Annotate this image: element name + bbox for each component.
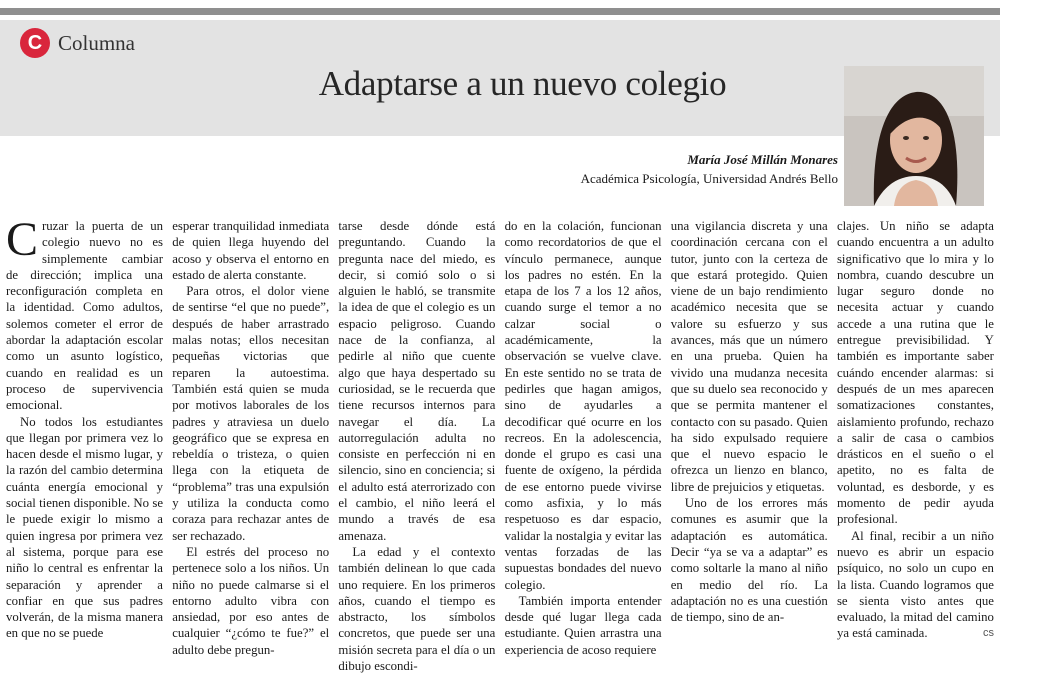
text-column-1 [6,213,163,641]
article-body [6,213,994,674]
paragraph: También importa entender desde qué lugar llega cada estudiante. Quien arrastra una experiencia de acoso requiere [504,593,662,657]
text-column-4 [504,218,662,657]
paragraph: Uno de los errores más comunes es asumir que la adaptación es automática. Decir “ya se va a adaptar” es como soltarle la mano al niño en medio del río. La adaptación no es una cuestión de tiempo, sino de an- [670,496,828,625]
author-name: María José Millán Monares [687,152,838,167]
section-badge-icon: C [20,28,50,58]
paragraph: do en la colación, funcionan como recordatorios de que el vínculo permanece, aunque los padres no estén. En la etapa de los 7 a los 12 años, cuando surge el temor a no calzar social o académicamente, la observación se vuelve clave. En este sentido no se trata de pedirles que hagan amigos, sino de ayudarles a decodificar qué ocurre en los recreos. En la adolescencia, donde el grupo es casi una fuente de oxígeno, la pérdida de ese entorno puede vivirse como asfixia, y lo más respetuoso es dar espacio, validar la nostalgia y evitar las ventas forzadas de las supuestas bondades del nuevo colegio. [504,219,662,592]
author-portrait-icon [844,66,984,206]
paragraph: La edad y el contexto también delinean lo que cada uno requiere. En los primeros años, cuando el tiempo es abstracto, los símbolos concretos, que puede ser una misión secreta para el día o un dibujo escondi- [338,544,496,674]
paragraph: esperar tranquilidad inmediata de quien llega huyendo del acoso y observa el entorno en estado de alerta constante. [172,219,330,282]
paragraph: clajes. Un niño se adapta cuando encuentra a un adulto significativo que lo mira y lo nombra, cuando descubre un lugar seguro donde no necesita actuar y cuando accede a una rutina que le entregue previsibilidad. Y también es importante saber cuándo encender alarmas: si después de un mes aparecen somatizaciones constantes, aislamiento profundo, rechazo a salir de casa o cambios drásticos en el sueño o el apetito, no es falta de voluntad, es desborde, y es momento de pedir ayuda profesional. [836,219,994,527]
paragraph: No todos los estudiantes que llegan por primera vez lo hacen desde el mismo lugar, y la razón del cambio determina cuánta energía emocional y social tienen disponible. No se le puede exigir lo mismo a quien ingresa por primera vez al sistema, porque para ese niño lo central es enfrentar la separación y aprender a confiar en que sus padres volverán, de la misma manera en que no se puede [6,414,163,641]
text-column-5 [670,218,828,625]
text-column-2 [172,218,330,657]
text-column-6 [836,218,994,641]
paragraph: El estrés del proceso no pertenece solo a los niños. Un niño no puede calmarse si el entorno adulto vibra con ansiedad, por eso antes de cualquier “¿cómo te fue?” el adulto debe pregun- [172,544,330,657]
section-tag [20,28,135,58]
paragraph: Para otros, el dolor viene de sentirse “el que no puede”, después de haber arrastrado malas notas; ellos necesitan pequeñas victorias que reparen la autoestima. También está quien se muda por motivos laborales de los padres y atraviesa un duelo geográfico que se expresa en rebeldía o tristeza, o quien llega con la etiqueta de “problema” tras una expulsión y utiliza la conducta como coraza para rechazar antes de ser rechazado. [172,284,330,543]
drop-cap: C [6,213,39,266]
author-photo [844,66,984,206]
paragraph: Cruzar la puerta de un colegio nuevo no es simplemente cambiar de dirección; implica una reconfiguración completa en la identidad. Como adultos, solemos cometer el error de abordar la adaptación escolar como un asunto logístico, cuando en realidad es un proceso de supervivencia emocional. [6,213,163,413]
section-label: Columna [58,30,135,55]
byline [581,150,838,188]
top-rule [0,0,1000,18]
author-role: Académica Psicología, Universidad Andrés Bello [580,171,838,186]
paragraph: una vigilancia discreta y una coordinación cercana con el tutor, junto con la certeza de que estará protegido. Quien viene de un bajo rendimiento académico necesita que se valore su esfuerzo y sus avances, más que un número en una prueba. Quien ha vivido una mudanza necesita que su duelo sea reconocido y que se permita mantener el contacto con su pasado. Quien ha sido expulsado requiere que el nuevo espacio le ofrezca un lienzo en blanco, libre de prejuicios y etiquetas. [670,219,828,494]
end-mark-icon: cs [982,627,994,640]
paragraph: tarse desde dónde está preguntando. Cuando la pregunta nace del miedo, es decir, si comió solo o si alguien le habló, se transmite la idea de que el colegio es un espacio peligroso. Cuando nace de la confianza, al pedirle al niño que cuente algo que haya despertado su curiosidad, se le recuerda que tiene recursos internos para navegar el día. La autorregulación adulta no consiste en perfección ni en silencio, sino en conciencia; si el adulto está aterrorizado con el cambio, el niño leerá el mundo a través de esa amenaza. [338,219,496,543]
paragraph: Al final, recibir a un niño nuevo es abrir un espacio psíquico, no solo un cupo en la lista. Cuando logramos que se sienta visto antes que evaluado, la mitad del camino ya está caminada. cs [836,528,994,641]
headline: Adaptarse a un nuevo colegio [318,64,727,103]
text-column-3 [338,218,496,674]
